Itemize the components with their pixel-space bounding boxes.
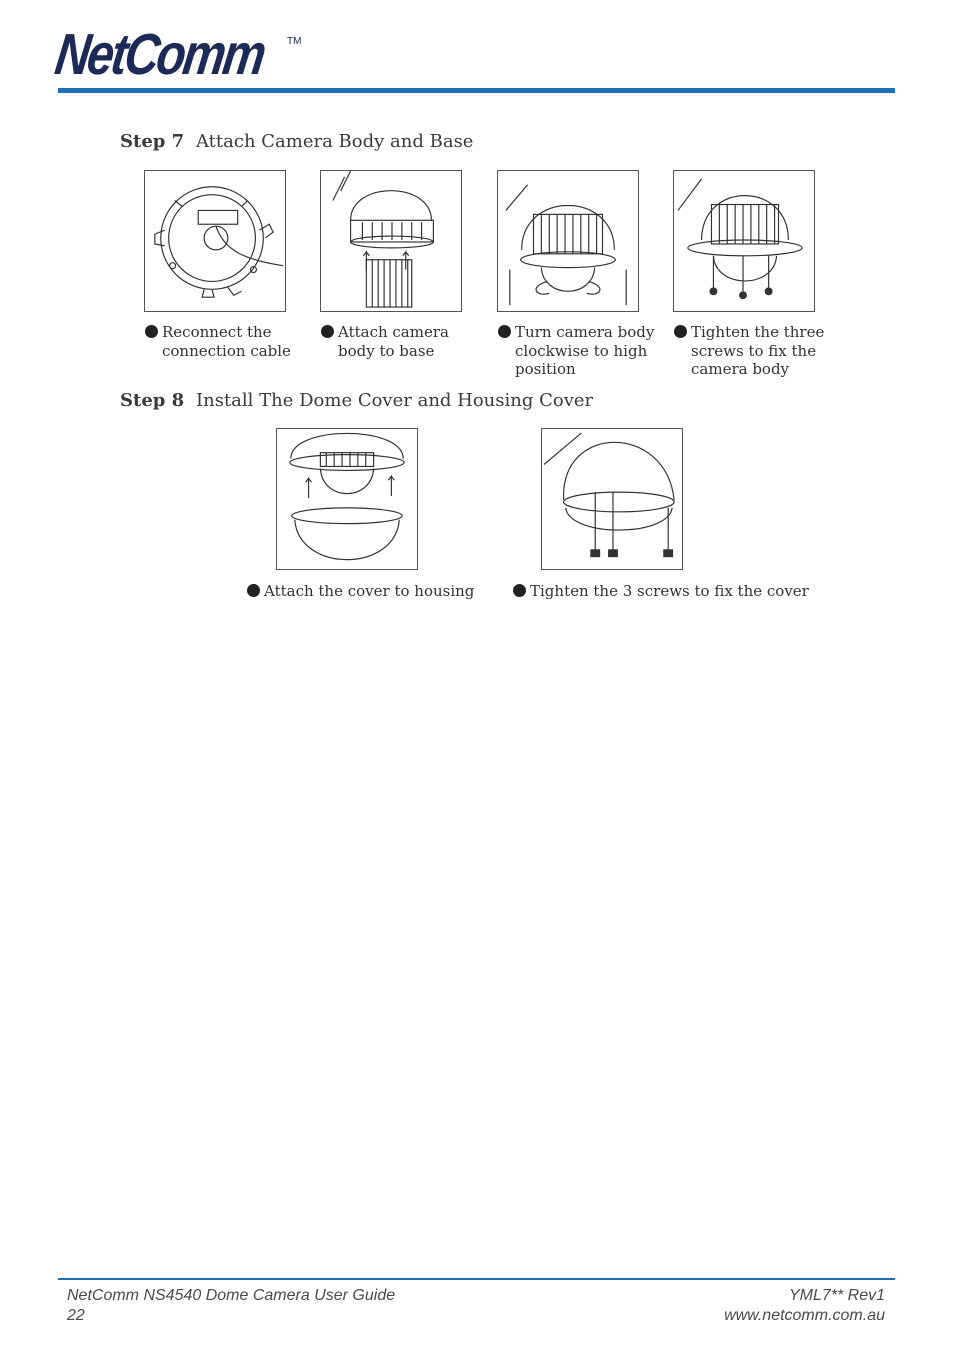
caption-fix-cover: Tighten the 3 screws to fix the cover [513, 582, 813, 601]
caption-reconnect-cable: Reconnect the connection cable [145, 323, 295, 360]
figure-attach-cover [276, 428, 418, 570]
figure-fix-cover [541, 428, 683, 570]
step7-number: Step 7 [120, 131, 185, 152]
step8-heading [120, 390, 593, 411]
bullet-icon [321, 325, 334, 338]
footer-rule [58, 1278, 895, 1280]
footer-website: www.netcomm.com.au [724, 1307, 885, 1324]
step8-number: Step 8 [120, 390, 185, 411]
figure-tighten-screws [673, 170, 815, 312]
bullet-icon [513, 584, 526, 597]
attach-body-illustration [321, 171, 461, 311]
bullet-icon [145, 325, 158, 338]
base-cable-illustration [145, 171, 285, 311]
caption-attach-body: Attach camera body to base [321, 323, 471, 360]
footer-doc-code: YML7** Rev1 [788, 1287, 885, 1304]
step7-heading [120, 131, 473, 152]
turn-body-illustration [498, 171, 638, 311]
trademark-mark: TM [287, 36, 302, 47]
footer-guide-title: NetComm NS4540 Dome Camera User Guide [67, 1287, 396, 1304]
caption-tighten-screws: Tighten the three screws to fix the camera body [674, 323, 834, 379]
caption-turn-clockwise: Turn camera body clockwise to high position [498, 323, 658, 379]
attach-cover-illustration [277, 429, 417, 569]
footer-page-number: 22 [67, 1307, 85, 1324]
bullet-icon [247, 584, 260, 597]
step7-title: Attach Camera Body and Base [196, 131, 474, 152]
fix-cover-illustration [542, 429, 682, 569]
netcomm-logo: NetComm [51, 22, 268, 87]
tighten-screws-illustration [674, 171, 814, 311]
caption-attach-cover: Attach the cover to housing [247, 582, 487, 601]
figure-turn-clockwise [497, 170, 639, 312]
header-rule [58, 88, 895, 93]
step8-title: Install The Dome Cover and Housing Cover [196, 390, 594, 411]
bullet-icon [674, 325, 687, 338]
bullet-icon [498, 325, 511, 338]
figure-reconnect-cable [144, 170, 286, 312]
figure-attach-body [320, 170, 462, 312]
